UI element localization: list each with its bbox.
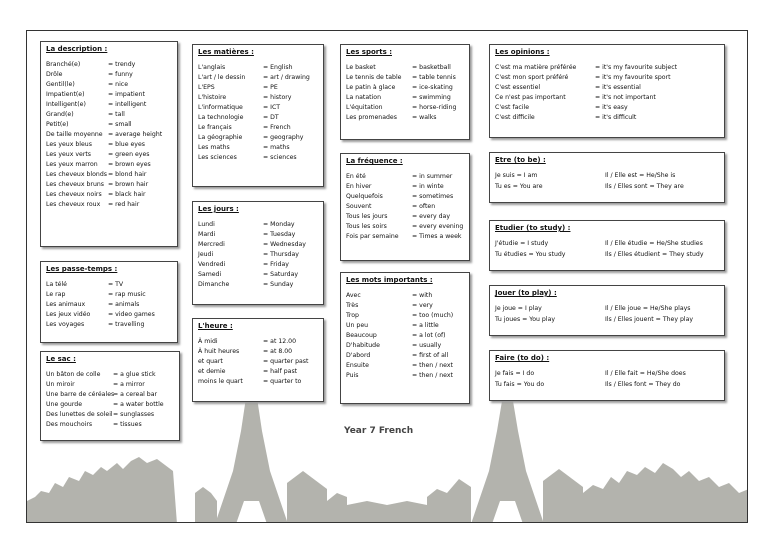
french-term: Impatient(e): [46, 91, 85, 98]
conjugation-row: [495, 380, 719, 391]
vocab-row: [46, 410, 174, 420]
opinions-box: [489, 44, 725, 138]
english-meaning: = then / next: [412, 372, 453, 379]
vocab-row: [346, 63, 464, 73]
french-term: Un miroir: [46, 381, 75, 388]
english-meaning: = intelligent: [108, 101, 147, 108]
vocab-row: [495, 113, 719, 123]
sports-box: [340, 44, 470, 140]
french-term: Les jeux vidéo: [46, 311, 91, 318]
english-meaning: = history: [263, 94, 292, 101]
french-term: La télé: [46, 281, 67, 288]
vocab-row: [198, 103, 318, 113]
french-term: Ce n'est pas important: [495, 94, 566, 101]
vocab-row: [346, 311, 464, 321]
vocab-row: [198, 260, 318, 270]
french-term: Mardi: [198, 231, 216, 238]
english-meaning: = video games: [108, 311, 155, 318]
french-term: L'anglais: [198, 64, 226, 71]
vocab-row: [346, 361, 464, 371]
english-meaning: = Sunday: [263, 281, 294, 288]
vocab-row: [46, 290, 172, 300]
vocab-row: [198, 270, 318, 280]
english-meaning: = first of all: [412, 352, 449, 359]
french-term: Tous les soirs: [346, 223, 387, 230]
french-term: Des lunettes de soleil: [46, 411, 113, 418]
vocab-row: [198, 357, 318, 367]
vocab-sheet: [26, 30, 748, 523]
vocab-row: [346, 83, 464, 93]
french-term: Les yeux bleus: [46, 141, 92, 148]
frequence-heading: La fréquence :: [346, 157, 403, 165]
french-term: Lundi: [198, 221, 215, 228]
french-term: Le basket: [346, 64, 376, 71]
vocab-row: [46, 190, 172, 200]
vocab-row: [46, 90, 172, 100]
english-meaning: = English: [263, 64, 293, 71]
french-term: C'est facile: [495, 104, 530, 111]
vocab-row: [46, 280, 172, 290]
english-meaning: = small: [108, 121, 132, 128]
french-term: Les sciences: [198, 154, 237, 161]
vocab-row: [346, 341, 464, 351]
english-meaning: = sciences: [263, 154, 297, 161]
french-term: En été: [346, 173, 366, 180]
english-meaning: = maths: [263, 144, 290, 151]
vocab-row: [198, 240, 318, 250]
english-meaning: = a cereal bar: [113, 391, 158, 398]
french-term: D'abord: [346, 352, 371, 359]
french-term: Les promenades: [346, 114, 397, 121]
french-term: Les yeux verts: [46, 151, 92, 158]
french-term: L'EPS: [198, 84, 215, 91]
french-term: Les cheveux bruns: [46, 181, 105, 188]
english-meaning: = black hair: [108, 191, 146, 198]
vocab-row: [198, 377, 318, 387]
singular-form: Tu étudies = You study: [495, 250, 566, 258]
english-meaning: = brown eyes: [108, 161, 151, 168]
english-meaning: = it's essential: [595, 84, 641, 91]
vocab-row: [495, 63, 719, 73]
etre-heading: Etre (to be) :: [495, 156, 546, 164]
third-person-form: Il / Elle fait = He/She does: [605, 370, 686, 377]
french-term: Intelligent(e): [46, 101, 86, 108]
french-term: Trop: [346, 312, 359, 319]
english-meaning: = at 12.00: [263, 338, 297, 345]
jouer-heading: Jouer (to play) :: [495, 289, 557, 297]
english-meaning: = quarter past: [263, 358, 309, 365]
vocab-row: [346, 113, 464, 123]
vocab-row: [46, 400, 174, 410]
french-term: De taille moyenne: [46, 131, 103, 138]
vocab-row: [346, 93, 464, 103]
english-meaning: = with: [412, 292, 433, 299]
jouer-box: [489, 285, 725, 336]
english-meaning: = Wednesday: [263, 241, 306, 248]
french-term: Ensuite: [346, 362, 369, 369]
english-meaning: = often: [412, 203, 436, 210]
vocab-row: [495, 73, 719, 83]
vocab-row: [46, 380, 174, 390]
english-meaning: = art / drawing: [263, 74, 310, 81]
vocab-row: [346, 371, 464, 381]
vocab-row: [346, 351, 464, 361]
vocab-row: [346, 301, 464, 311]
english-meaning: = trendy: [108, 61, 136, 68]
etre-box: [489, 152, 725, 203]
vocab-row: [46, 300, 172, 310]
singular-form: Je joue = I play: [495, 305, 542, 312]
vocab-row: [495, 103, 719, 113]
english-meaning: = sometimes: [412, 193, 454, 200]
vocab-row: [198, 123, 318, 133]
english-meaning: = then / next: [412, 362, 453, 369]
vocab-row: [46, 70, 172, 80]
french-term: La technologie: [198, 114, 244, 121]
english-meaning: = geography: [263, 134, 304, 141]
vocab-row: [198, 230, 318, 240]
jours-box: [192, 201, 324, 305]
english-meaning: = too (much): [412, 312, 454, 319]
french-term: Un bâton de colle: [46, 371, 101, 378]
vocab-row: [198, 347, 318, 357]
vocab-row: [46, 310, 172, 320]
french-term: C'est ma matière préférée: [495, 64, 577, 71]
conjugation-row: [495, 304, 719, 315]
english-meaning: = nice: [108, 81, 129, 88]
french-term: Dimanche: [198, 281, 230, 288]
english-meaning: = every evening: [412, 223, 464, 230]
singular-form: Tu es = You are: [495, 182, 543, 190]
english-meaning: = in summer: [412, 173, 453, 180]
french-term: Des mouchoirs: [46, 421, 93, 428]
singular-form: J'étudie = I study: [495, 240, 549, 247]
singular-form: Je suis = I am: [495, 172, 538, 179]
vocab-row: [46, 370, 174, 380]
french-term: Puis: [346, 372, 359, 379]
vocab-row: [46, 120, 172, 130]
vocab-row: [346, 331, 464, 341]
vocab-row: [346, 321, 464, 331]
french-term: Quelquefois: [346, 193, 383, 200]
french-term: La géographie: [198, 134, 243, 141]
vocab-row: [46, 160, 172, 170]
english-meaning: = sunglasses: [113, 411, 155, 418]
english-meaning: = Saturday: [263, 271, 299, 278]
english-meaning: = very: [412, 302, 433, 309]
singular-form: Tu fais = You do: [495, 380, 545, 388]
conjugation-row: [495, 250, 719, 261]
english-meaning: = a glue stick: [113, 371, 156, 378]
english-meaning: = half past: [263, 368, 298, 375]
english-meaning: = average height: [108, 131, 163, 138]
french-term: Très: [346, 302, 359, 309]
third-person-form: Il / Elle joue = He/She plays: [605, 305, 691, 312]
faire-heading: Faire (to do) :: [495, 354, 550, 362]
english-meaning: = it's easy: [595, 104, 628, 111]
english-meaning: = impatient: [108, 91, 145, 98]
french-term: et quart: [198, 358, 223, 365]
french-term: L'équitation: [346, 104, 383, 111]
vocab-row: [198, 153, 318, 163]
conjugation-row: [495, 369, 719, 380]
description-heading: La description :: [46, 45, 108, 53]
sac-heading: Le sac :: [46, 355, 76, 363]
english-meaning: = Friday: [263, 261, 289, 268]
vocab-row: [198, 63, 318, 73]
vocab-row: [46, 130, 172, 140]
passetemps-heading: Les passe-temps :: [46, 265, 118, 273]
opinions-heading: Les opinions :: [495, 48, 550, 56]
english-meaning: = every day: [412, 213, 450, 220]
english-meaning: = ICT: [263, 104, 281, 111]
vocab-row: [198, 133, 318, 143]
french-term: moins le quart: [198, 378, 243, 385]
heure-heading: L'heure :: [198, 322, 233, 330]
vocab-row: [46, 390, 174, 400]
french-term: Mercredi: [198, 241, 225, 248]
vocab-row: [346, 212, 464, 222]
english-meaning: = animals: [108, 301, 140, 308]
english-meaning: = Thursday: [263, 251, 299, 258]
vocab-row: [198, 73, 318, 83]
english-meaning: = DT: [263, 114, 279, 121]
vocab-row: [198, 113, 318, 123]
conjugation-row: [495, 171, 719, 182]
vocab-row: [46, 80, 172, 90]
mots-heading: Les mots importants :: [346, 276, 433, 284]
english-meaning: = a lot (of): [412, 332, 446, 339]
vocab-row: [46, 110, 172, 120]
english-meaning: = walks: [412, 114, 437, 121]
french-term: Tous les jours: [346, 213, 388, 220]
third-person-form: Il / Elle est = He/She is: [605, 172, 676, 179]
passetemps-box: [40, 261, 178, 343]
french-term: C'est difficile: [495, 114, 535, 121]
french-term: Grand(e): [46, 111, 74, 118]
english-meaning: = a mirror: [113, 381, 145, 388]
vocab-row: [346, 291, 464, 301]
vocab-row: [198, 83, 318, 93]
english-meaning: = green eyes: [108, 151, 150, 158]
french-term: L'art / le dessin: [198, 74, 246, 81]
french-term: C'est essentiel: [495, 84, 541, 91]
vocab-row: [46, 100, 172, 110]
english-meaning: = a water bottle: [113, 401, 164, 408]
english-meaning: = horse-riding: [412, 104, 457, 111]
sac-box: [40, 351, 180, 441]
english-meaning: = a little: [412, 322, 439, 329]
french-term: Drôle: [46, 71, 63, 78]
english-meaning: = basketball: [412, 64, 451, 71]
english-meaning: = rap music: [108, 291, 146, 298]
vocab-row: [346, 73, 464, 83]
french-term: Les animaux: [46, 301, 86, 308]
english-meaning: = Tuesday: [263, 231, 296, 238]
french-term: Le patin à glace: [346, 84, 396, 91]
french-term: Samedi: [198, 271, 222, 278]
french-term: Le tennis de table: [346, 74, 402, 81]
french-term: Les yeux marron: [46, 161, 98, 168]
french-term: Fois par semaine: [346, 233, 399, 240]
french-term: À huit heures: [198, 348, 240, 355]
french-term: En hiver: [346, 183, 372, 190]
vocab-row: [46, 150, 172, 160]
english-meaning: = it's my favourite sport: [595, 74, 671, 81]
english-meaning: = French: [263, 124, 291, 131]
vocab-row: [46, 140, 172, 150]
singular-form: Je fais = I do: [495, 370, 535, 377]
vocab-row: [495, 93, 719, 103]
heure-box: [192, 318, 324, 402]
french-term: et demie: [198, 368, 226, 375]
english-meaning: = TV: [108, 281, 124, 288]
english-meaning: = it's my favourite subject: [595, 64, 678, 71]
french-term: C'est mon sport préféré: [495, 74, 569, 81]
french-term: Un peu: [346, 322, 369, 329]
vocab-row: [198, 143, 318, 153]
english-meaning: = table tennis: [412, 74, 456, 81]
french-term: Une gourde: [46, 401, 83, 408]
english-meaning: = usually: [412, 342, 442, 349]
vocab-row: [198, 93, 318, 103]
vocab-row: [46, 60, 172, 70]
french-term: L'informatique: [198, 104, 243, 111]
english-meaning: = funny: [108, 71, 133, 78]
vocab-row: [346, 103, 464, 113]
vocab-row: [346, 202, 464, 212]
english-meaning: = tissues: [113, 421, 142, 428]
english-meaning: = swimming: [412, 94, 451, 101]
vocab-row: [346, 222, 464, 232]
third-person-form: Ils / Elles font = They do: [605, 380, 681, 388]
english-meaning: = blond hair: [108, 171, 147, 178]
french-term: Les maths: [198, 144, 230, 151]
french-term: Branché(e): [46, 61, 81, 68]
english-meaning: = Monday: [263, 221, 295, 228]
vocab-row: [198, 367, 318, 377]
english-meaning: = tall: [108, 111, 125, 118]
french-term: Avec: [346, 292, 361, 299]
third-person-form: Il / Elle étudie = He/She studies: [605, 240, 703, 247]
vocab-row: [198, 250, 318, 260]
english-meaning: = Times a week: [412, 233, 462, 240]
french-term: La natation: [346, 94, 381, 101]
english-meaning: = blue eyes: [108, 141, 145, 148]
french-term: Petit(e): [46, 121, 69, 128]
english-meaning: = at 8.00: [263, 348, 293, 355]
frequence-box: [340, 153, 470, 261]
mots-box: [340, 272, 470, 404]
etudier-box: [489, 220, 725, 271]
french-term: Souvent: [346, 203, 372, 210]
french-term: Gentil(le): [46, 81, 75, 88]
vocab-row: [198, 280, 318, 290]
vocab-row: [46, 420, 174, 430]
english-meaning: = in winte: [412, 183, 444, 190]
conjugation-row: [495, 315, 719, 326]
vocab-row: [198, 220, 318, 230]
singular-form: Tu joues = You play: [495, 315, 556, 323]
french-term: Jeudi: [198, 251, 214, 258]
vocab-row: [495, 83, 719, 93]
matieres-box: [192, 44, 324, 187]
vocab-row: [346, 232, 464, 242]
french-term: D'habitude: [346, 342, 380, 349]
vocab-row: [46, 180, 172, 190]
english-meaning: = it's difficult: [595, 114, 637, 121]
english-meaning: = PE: [263, 84, 278, 91]
third-person-form: Ils / Elles sont = They are: [605, 182, 684, 190]
third-person-form: Ils / Elles jouent = They play: [605, 315, 694, 323]
french-term: Les cheveux noirs: [46, 191, 102, 198]
vocab-row: [346, 192, 464, 202]
vocab-row: [46, 320, 172, 330]
french-term: À midi: [198, 338, 218, 345]
english-meaning: = ice-skating: [412, 84, 453, 91]
french-term: Les voyages: [46, 321, 85, 328]
vocab-row: [46, 170, 172, 180]
english-meaning: = quarter to: [263, 378, 302, 385]
french-term: Le rap: [46, 291, 66, 298]
french-term: L'histoire: [198, 94, 227, 101]
english-meaning: = travelling: [108, 321, 145, 328]
french-term: Les cheveux roux: [46, 201, 101, 208]
french-term: Les cheveux blonds: [46, 171, 107, 178]
french-term: Beaucoup: [346, 332, 377, 339]
vocab-row: [346, 172, 464, 182]
faire-box: [489, 350, 725, 401]
french-term: Une barre de céréales: [46, 391, 115, 398]
jours-heading: Les jours :: [198, 205, 239, 213]
matieres-heading: Les matières :: [198, 48, 254, 56]
description-box: [40, 41, 178, 247]
vocab-row: [46, 200, 172, 210]
english-meaning: = it's not important: [595, 94, 656, 101]
sports-heading: Les sports :: [346, 48, 392, 56]
french-term: Vendredi: [198, 261, 226, 268]
vocab-row: [198, 337, 318, 347]
etudier-heading: Etudier (to study) :: [495, 224, 571, 232]
conjugation-row: [495, 182, 719, 193]
english-meaning: = brown hair: [108, 181, 149, 188]
sheet-title: Year 7 French: [344, 426, 414, 436]
conjugation-row: [495, 239, 719, 250]
vocab-row: [346, 182, 464, 192]
english-meaning: = red hair: [108, 201, 140, 208]
french-term: Le français: [198, 124, 232, 131]
third-person-form: Ils / Elles étudient = They study: [605, 250, 704, 258]
